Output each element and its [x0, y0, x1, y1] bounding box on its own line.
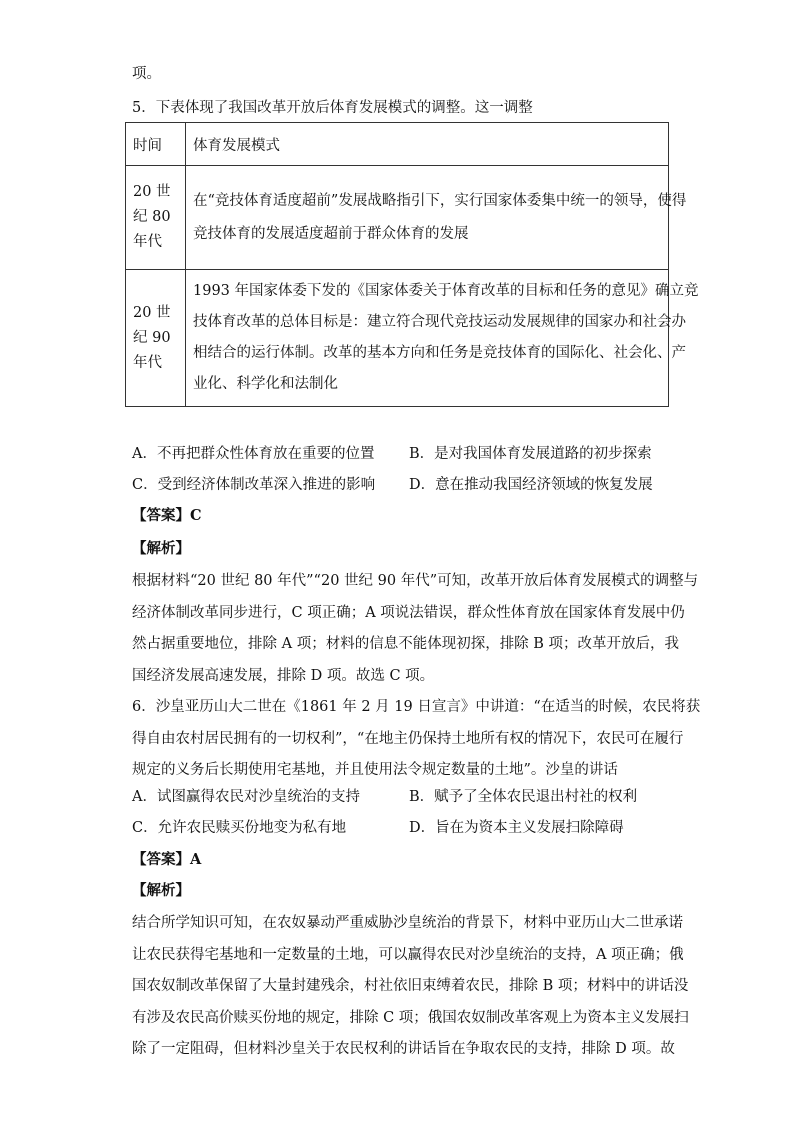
- question-6-stem: [132, 692, 701, 787]
- content-line: 在“竞技体育适度超前”发展战略指引下，实行国家体委集中统一的领导，使得: [193, 192, 687, 209]
- table-cell-content: [186, 270, 699, 407]
- q6-analysis: [132, 908, 689, 1066]
- table-cell-time: [126, 270, 186, 407]
- analysis-line: 根据材料“20 世纪 80 年代”“20 世纪 90 年代”可知，改革开放后体育发展模式的调整与: [132, 573, 699, 589]
- content-line: 竞技体育的发展适度超前于群众体育的发展: [193, 225, 469, 242]
- q6-option-c: C．允许农民赎买份地变为私有地: [132, 820, 347, 836]
- q5-option-c: C．受到经济体制改革深入推进的影响: [132, 477, 376, 493]
- stem-line: 得自由农村居民拥有的一切权利”，“在地主仍保持土地所有权的情况下，农民可在履行: [132, 730, 684, 747]
- table-header-time: 时间: [126, 123, 186, 166]
- q5-option-b: B．是对我国体育发展道路的初步探索: [409, 446, 652, 462]
- q6-option-a: A．试图赢得农民对沙皇统治的支持: [132, 789, 360, 805]
- q5-analysis-label: 【解析】: [132, 540, 190, 557]
- analysis-line: 然占据重要地位，排除 A 项；材料的信息不能体现初探，排除 B 项；改革开放后，我: [132, 636, 680, 652]
- q6-option-d: D．旨在为资本主义发展扫除障碍: [409, 820, 624, 836]
- time-line: 20 世: [133, 184, 171, 200]
- table-header-mode: 体育发展模式: [186, 123, 669, 166]
- time-line: 纪 90: [133, 329, 171, 346]
- q5-option-a: A．不再把群众性体育放在重要的位置: [132, 446, 375, 462]
- time-line: 20 世: [133, 304, 171, 321]
- q5-analysis: [132, 566, 699, 692]
- analysis-line: 让农民获得宅基地和一定数量的土地，可以赢得农民对沙皇统治的支持，A 项正确；俄: [132, 946, 684, 963]
- table-header-row: [126, 123, 669, 166]
- question-5-stem: 5．下表体现了我国改革开放后体育发展模式的调整。这一调整: [132, 100, 533, 116]
- analysis-line: 国农奴制改革保留了大量封建残余，村社依旧束缚着农民，排除 B 项；材料中的讲话没: [132, 978, 689, 994]
- analysis-line: 有涉及农民高价赎买份地的规定，排除 C 项；俄国农奴制改革客观上为资本主义发展扫: [132, 1009, 689, 1026]
- time-line: 年代: [133, 234, 162, 250]
- time-line: 纪 80: [133, 209, 171, 225]
- analysis-line: 结合所学知识可知，在农奴暴动严重威胁沙皇统治的背景下，材料中亚历山大二世承诺: [132, 915, 683, 931]
- continued-fragment: 项。: [132, 66, 161, 82]
- question-5-table: [125, 122, 699, 407]
- table-row: [126, 270, 669, 407]
- analysis-line: 国经济发展高速发展，排除 D 项。故选 C 项。: [132, 667, 435, 684]
- content-line: 相结合的运行体制。改革的基本方向和任务是竞技体育的国际化、社会化、产: [193, 345, 686, 361]
- table-cell-time: [126, 166, 186, 270]
- time-line: 年代: [133, 354, 162, 371]
- q5-option-d: D．意在推动我国经济领域的恢复发展: [409, 477, 653, 493]
- table-row: [126, 166, 669, 270]
- analysis-line: 经济体制改革同步进行，C 项正确；A 项说法错误，群众性体育放在国家体育发展中仍: [132, 604, 685, 621]
- q5-answer: 【答案】C: [132, 507, 202, 524]
- table-cell-content: [186, 166, 687, 270]
- stem-line: 规定的义务后长期使用宅基地，并且使用法令规定数量的土地”。沙皇的讲话: [132, 762, 618, 778]
- q6-option-b: B．赋予了全体农民退出村社的权利: [409, 789, 638, 805]
- analysis-line: 除了一定阻碍，但材料沙皇关于农民权利的讲话旨在争取农民的支持，排除 D 项。故: [132, 1041, 675, 1057]
- q6-analysis-label: 【解析】: [132, 882, 190, 899]
- stem-line: 6．沙皇亚历山大二世在《1861 年 2 月 19 日宣言》中讲道：“在适当的时候，农民将获: [132, 699, 701, 715]
- content-line: 1993 年国家体委下发的《国家体委关于体育改革的目标和任务的意见》确立竞: [193, 283, 699, 299]
- q6-answer: 【答案】A: [132, 851, 202, 868]
- content-line: 业化、科学化和法制化: [193, 376, 338, 392]
- content-line: 技体育改革的总体目标是：建立符合现代竞技运动发展规律的国家办和社会办: [193, 314, 686, 330]
